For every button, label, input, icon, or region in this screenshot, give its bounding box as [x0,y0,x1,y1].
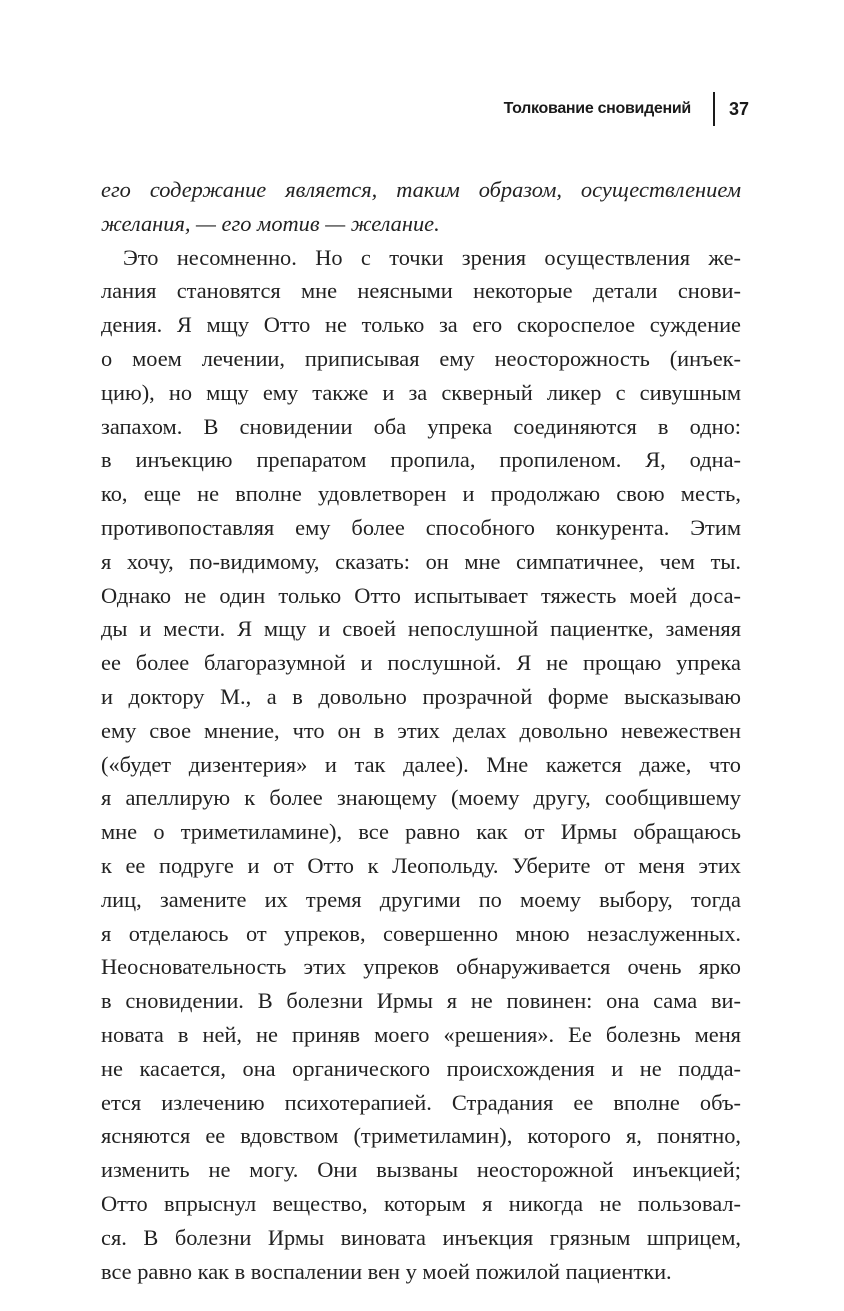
text-line: его содержание является, таким образом, осуществлением [101,177,741,202]
text-line: все равно как в воспалении вен у моей пожилой пациентки. [101,1258,672,1284]
text-line: Неосновательность этих упреков обнаруживается очень ярко [101,954,741,980]
text-line: цию), но мщу ему также и за скверный ликер с сивушным [101,379,741,405]
text-line: и доктору М., а в довольно прозрачной форме высказываю [101,683,741,709]
text-line: мне о триметиламине), все равно как от Ирмы обращаюсь [101,819,741,845]
text-line: ко, еще не вполне удовлетворен и продолжаю свою месть, [101,481,741,507]
text-line: в инъекцию препаратом пропила, пропиленом. Я, одна- [101,447,741,473]
text-line: ды и мести. Я мщу и своей непослушной пациентке, заменяя [101,616,741,642]
header-divider [713,92,715,126]
text-line: не касается, она органического происхождения и не подда- [101,1055,741,1081]
page-number: 37 [728,98,749,119]
text-line: ется излечению психотерапией. Страдания ее вполне объ- [101,1089,741,1115]
text-line: («будет дизентерия» и так далее). Мне кажется даже, что [101,751,741,777]
text-line: ся. В болезни Ирмы виновата инъекция грязным шприцем, [101,1224,741,1250]
text-line: запахом. В сновидении оба упрека соединяются в одно: [101,413,741,439]
running-head [504,92,749,126]
text-line: противопоставляя ему более способного конкурента. Этим [101,514,741,540]
text-line: я апеллирую к более знающему (моему другу, сообщившему [101,785,741,811]
text-line: Однако не один только Отто испытывает тяжесть моей доса- [101,582,741,608]
text-line: Отто впрыснул вещество, которым я никогда не пользовал- [101,1190,741,1216]
text-line: изменить не могу. Они вызваны неосторожной инъекцией; [101,1157,741,1183]
text-line: ему свое мнение, что он в этих делах довольно невежествен [101,717,741,743]
text-line: лания становятся мне неясными некоторые детали снови- [101,278,741,304]
text-line: Это несомненно. Но с точки зрения осуществления же- [123,244,741,270]
body-text [101,173,741,1288]
text-line: ее более благоразумной и послушной. Я не прощаю упрека [101,650,741,676]
text-line: ясняются ее вдовством (триметиламин), которого я, понятно, [101,1123,741,1149]
text-line: лиц, замените их тремя другими по моему выбору, тогда [101,886,741,912]
running-title: Толкование сновидений [503,100,691,117]
text-line: дения. Я мщу Отто не только за его скороспелое суждение [101,312,741,338]
text-line: о моем лечении, приписывая ему неосторожность (инъек- [101,345,741,371]
text-line: я отделаюсь от упреков, совершенно мною незаслуженных. [101,920,741,946]
text-line: в сновидении. В болезни Ирмы я не повинен: она сама ви- [101,988,741,1014]
text-line: желания, — его мотив — желание. [101,210,440,236]
text-line: я хочу, по-видимому, сказать: он мне симпатичнее, чем ты. [101,548,741,574]
text-line: новата в ней, не приняв моего «решения». Ее болезнь меня [101,1021,741,1047]
text-line: к ее подруге и от Отто к Леопольду. Уберите от меня этих [101,852,741,878]
